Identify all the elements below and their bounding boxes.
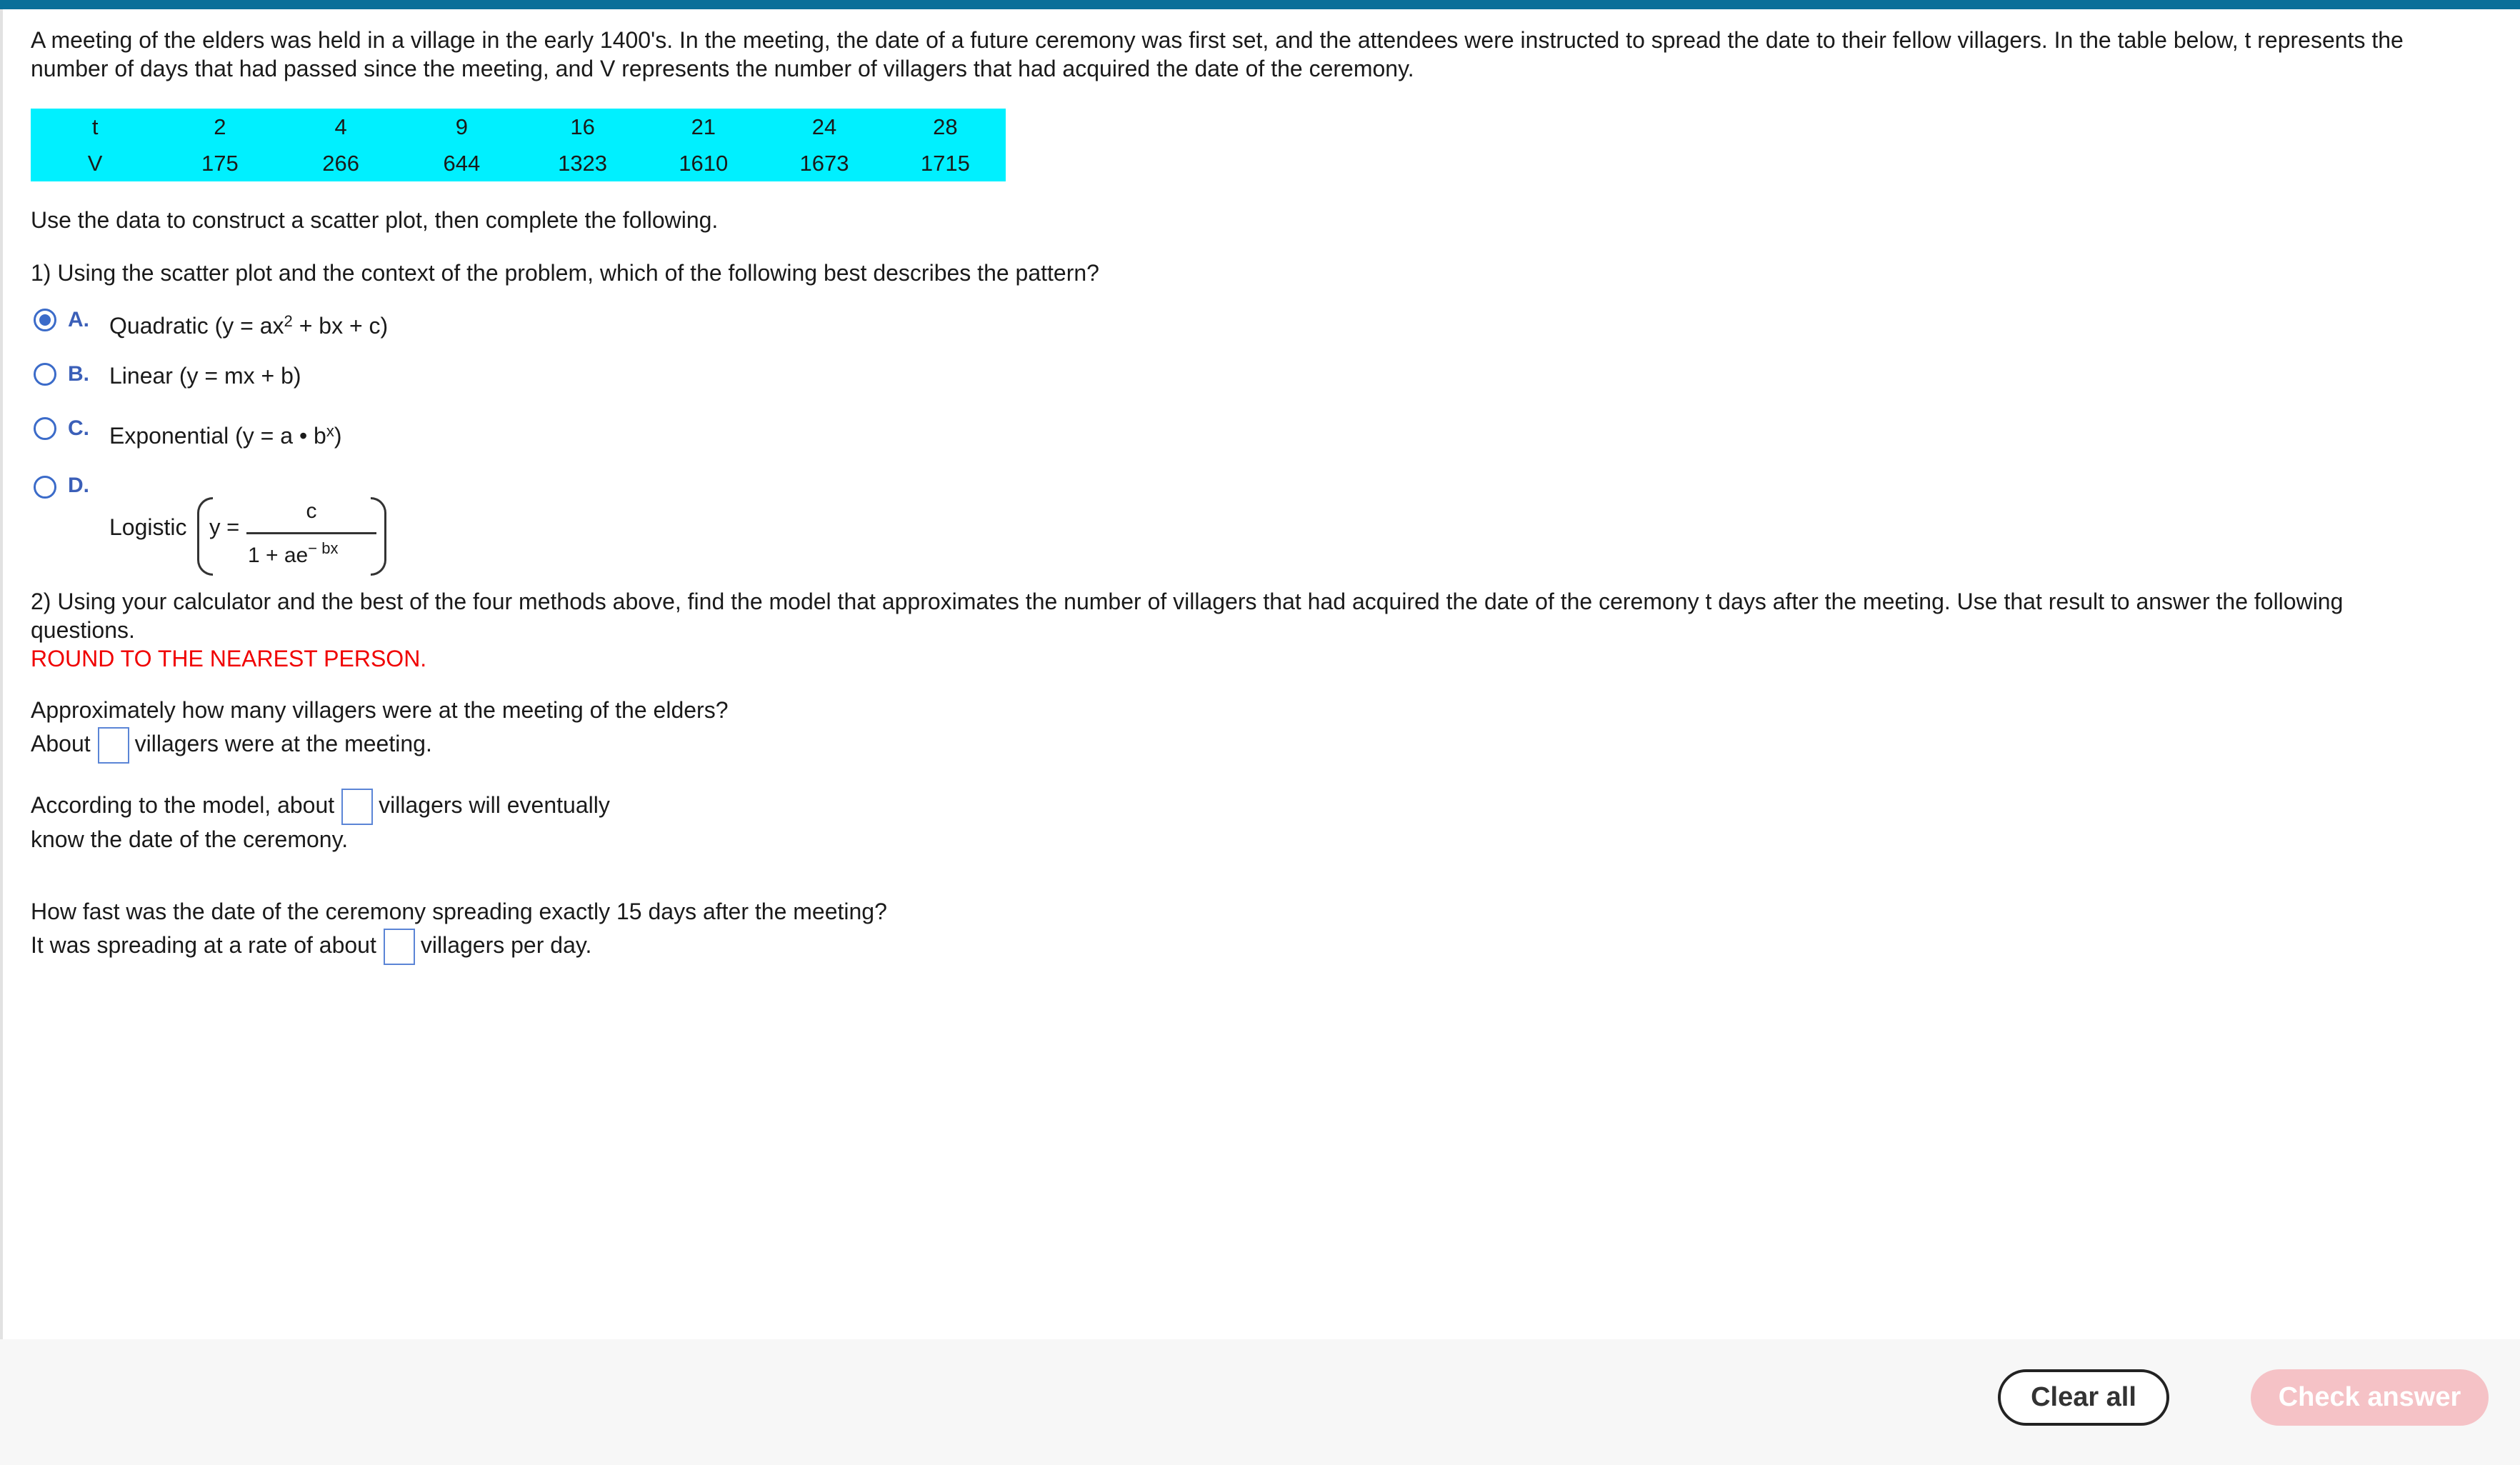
check-answer-button[interactable]: Check answer <box>2251 1369 2489 1426</box>
part-b-line-2: know the date of the ceremony. <box>31 826 349 852</box>
question-content <box>31 26 2488 958</box>
formula-sup: 2 <box>284 312 293 330</box>
part-a-post: villagers were at the meeting. <box>134 730 432 756</box>
option-d-name: Logistic <box>109 514 187 540</box>
formula-part: (y = a • b <box>235 423 326 449</box>
option-b[interactable] <box>31 360 459 389</box>
part-b-post: villagers will eventually <box>379 791 610 818</box>
radio-a-selected[interactable] <box>34 309 56 331</box>
option-d[interactable] <box>31 471 459 567</box>
table-cell: 4 <box>334 114 347 139</box>
option-c-text <box>109 421 341 450</box>
table-cell: 1610 <box>679 150 729 176</box>
part-a-pre: About <box>31 730 91 756</box>
radio-d[interactable] <box>34 476 56 499</box>
round-note: ROUND TO THE NEAREST PERSON. <box>31 646 427 671</box>
answer-input-meeting-count[interactable] <box>98 727 129 764</box>
right-paren <box>371 497 386 576</box>
option-c[interactable] <box>31 414 459 449</box>
denominator-text: 1 + ae <box>248 544 309 567</box>
table-cell: 266 <box>322 150 359 176</box>
formula-sup: x <box>326 422 334 440</box>
part-b-answer-line <box>31 789 610 825</box>
clear-all-button[interactable]: Clear all <box>1998 1369 2169 1426</box>
question-2-line-1: 2) Using your calculator and the best of the four methods above, find the model that approximates the number of villagers that had acquired the date of the ceremony t days after the meeting. Use that result to answer the following <box>31 589 2344 614</box>
table-cell: 16 <box>570 114 595 139</box>
logistic-denominator <box>248 541 338 570</box>
formula-part: (y = ax <box>214 313 284 339</box>
data-table <box>31 109 1006 181</box>
table-cell: 2 <box>214 114 226 139</box>
table-cell: 175 <box>201 150 239 176</box>
formula-part: + bx + c) <box>292 313 389 339</box>
option-name: Quadratic <box>109 313 209 339</box>
option-a-text <box>109 311 388 340</box>
intro-line-1: A meeting of the elders was held in a village in the early 1400's. In the meeting, the date of a future ceremony was first set, and the attendees were instructed to spread the date to their fellow villagers. In the table below, t represents the <box>31 27 2404 53</box>
formula-part: (y = mx + b) <box>179 363 301 389</box>
table-row-v <box>31 145 1006 181</box>
table-cell: 1673 <box>799 150 849 176</box>
option-letter: C. <box>68 416 89 440</box>
option-letter: B. <box>68 362 89 386</box>
part-a <box>31 696 728 764</box>
answer-input-spread-rate[interactable] <box>384 929 415 965</box>
question-1-prompt: 1) Using the scatter plot and the context of the problem, which of the following best describes the pattern? <box>31 260 1099 286</box>
part-c-question: How fast was the date of the ceremony spreading exactly 15 days after the meeting? <box>31 899 887 924</box>
option-name: Linear <box>109 363 173 389</box>
part-b-pre: According to the model, about <box>31 791 335 818</box>
option-letter: A. <box>68 308 89 331</box>
radio-c[interactable] <box>34 417 56 440</box>
part-c <box>31 897 887 965</box>
table-cell: 24 <box>811 114 837 139</box>
problem-intro <box>31 26 2488 83</box>
table-row-t <box>31 109 1006 145</box>
part-c-post: villagers per day. <box>420 931 592 958</box>
part-c-answer-line <box>31 929 887 965</box>
instruction-text: Use the data to construct a scatter plot, then complete the following. <box>31 207 719 233</box>
option-letter: D. <box>68 474 89 497</box>
table-cell: 28 <box>933 114 958 139</box>
table-cell: 1715 <box>920 150 970 176</box>
denominator-sup: − bx <box>308 539 339 557</box>
question-2-prompt <box>31 587 2488 673</box>
intro-line-2: number of days that had passed since the meeting, and V represents the number of villagers that had acquired the date of the ceremony. <box>31 56 1414 81</box>
part-b <box>31 789 610 854</box>
option-name: Exponential <box>109 423 229 449</box>
option-b-text <box>109 361 301 390</box>
option-a[interactable] <box>31 306 459 339</box>
answer-input-eventual-count[interactable] <box>341 789 373 825</box>
part-c-pre: It was spreading at a rate of about <box>31 931 376 958</box>
table-cell: 644 <box>443 150 481 176</box>
table-cell: 9 <box>455 114 468 139</box>
radio-b[interactable] <box>34 363 56 386</box>
logistic-numerator: c <box>306 499 317 523</box>
part-a-question: Approximately how many villagers were at the meeting of the elders? <box>31 697 729 723</box>
table-cell: V <box>87 150 103 176</box>
left-divider <box>0 9 3 1339</box>
part-a-answer-line <box>31 727 728 764</box>
table-cell: t <box>91 114 99 139</box>
logistic-y-eq: y = <box>209 514 240 539</box>
formula-part: ) <box>334 423 342 449</box>
top-accent-bar <box>0 0 2520 9</box>
question-2-line-2: questions. <box>31 617 135 643</box>
fraction-bar <box>246 532 376 534</box>
table-cell: 1323 <box>558 150 608 176</box>
table-cell: 21 <box>691 114 716 139</box>
